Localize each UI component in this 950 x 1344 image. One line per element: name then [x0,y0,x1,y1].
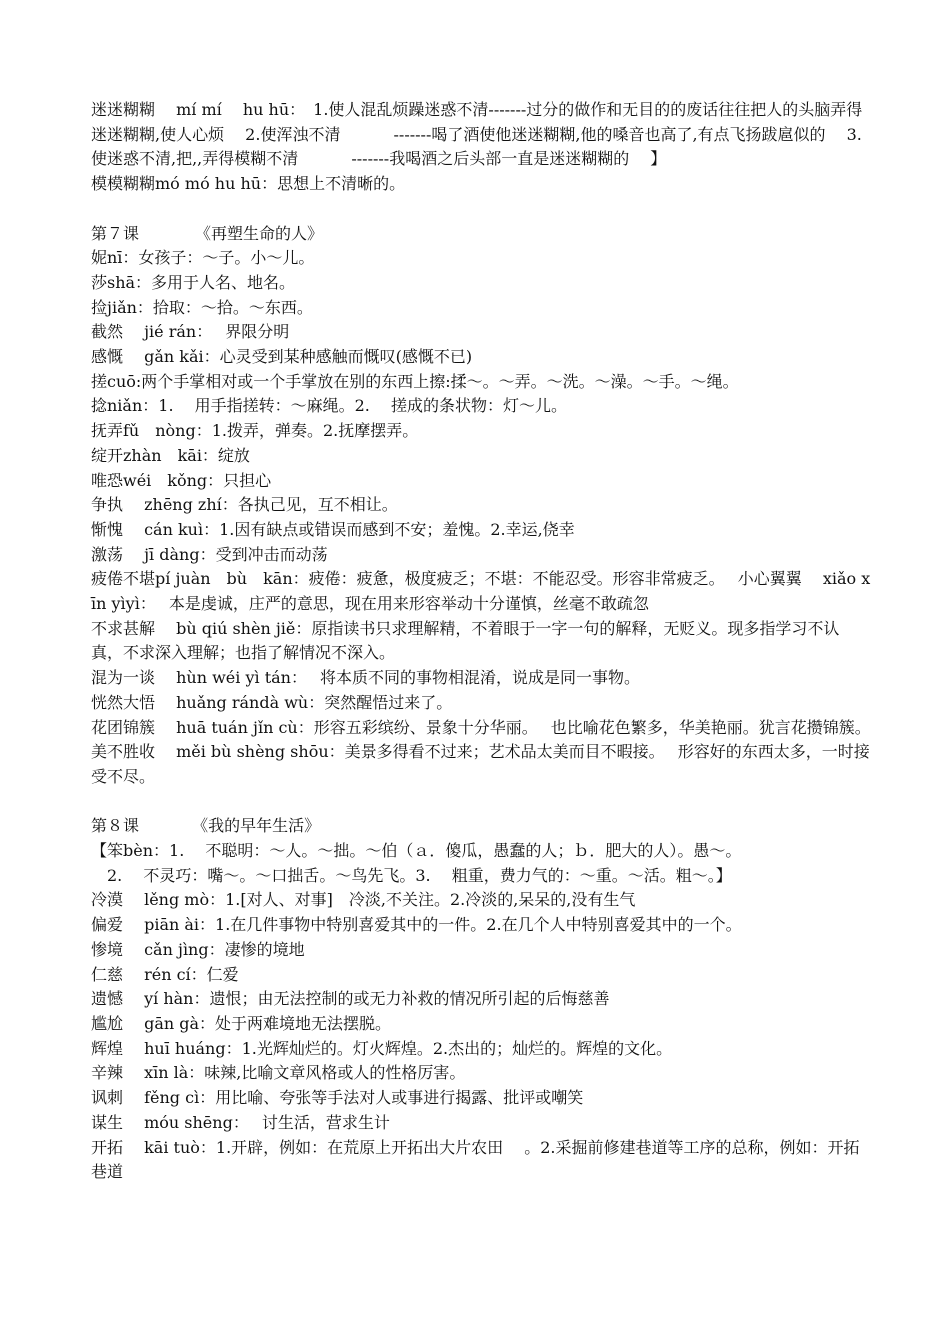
text-line: 讽刺 fěng cì：用比喻、夸张等手法对人或事进行揭露、批评或嘲笑 [91,1088,584,1108]
text-line: 捻niǎn：1. 用手指搓转：～麻绳。2. 搓成的条状物：灯～儿。 [91,396,567,416]
text-line: 美不胜收 měi bù shèng shōu：美景多得看不过来；艺术品太美而目不暇接。 形容好的东西太多，一时接受不尽。 [91,742,870,786]
text-line: 惨境 cǎn jìng：凄惨的境地 [91,939,305,959]
text-line: 辉煌 huī huáng：1.光辉灿烂的。灯火辉煌。2.杰出的；灿烂的。辉煌的文化。 [91,1038,673,1058]
text-line: 惭愧 cán kuì：1.因有缺点或错误而感到不安；羞愧。2.幸运,侥幸 [91,519,575,539]
text-line: 冷漠 lěng mò：1.[对人、对事] 冷淡,不关注。2.冷淡的,呆呆的,没有生气 [91,890,636,910]
text-line: 激荡 jī dàng：受到冲击而动荡 [91,544,328,564]
text-line: 2. 不灵巧：嘴～。～口拙舌。～鸟先飞。3. 粗重，费力气的：～重。～活。粗～。】 [91,865,732,885]
text-line: 感慨 gǎn kǎi：心灵受到某种感触而慨叹(感慨不已) [91,347,473,367]
text-line: 搓cuō:两个手掌相对或一个手掌放在别的东西上擦:揉～。～弄。～洗。～澡。～手。～绳。 [91,371,739,391]
document-page [91,98,871,1185]
text-line: 【笨bèn：1. 不聪明：～人。～拙。～伯（ａ．傻瓜，愚蠢的人；ｂ．肥大的人）。愚～。 [91,841,742,861]
text-line: 不求甚解 bù qiú shèn jiě：原指读书只求理解精，不着眼于一字一句的解释，无贬义。现多指学习不认真，不求深入理解；也指了解情况不深入。 [91,618,840,663]
text-line: 混为一谈 hùn wéi yì tán： 将本质不同的事物相混淆，说成是同一事物。 [91,668,641,688]
text-line: 谋生 móu shēng： 讨生活，营求生计 [91,1112,390,1132]
text-line: 仁慈 rén cí：仁爱 [91,964,239,984]
text-line: 截然 jié rán： 界限分明 [91,322,290,342]
text-line: 辛辣 xīn là：味辣,比喻文章风格或人的性格厉害。 [91,1063,466,1083]
text-line: 第７课 《再塑生命的人》 [91,223,324,243]
text-line: 模模糊糊mó mó hu hū：思想上不清晰的。 [91,174,406,194]
text-line: 恍然大悟 huǎng rándà wù：突然醒悟过来了。 [91,692,453,712]
text-line: 争执 zhēng zhí：各执己见，互不相让。 [91,495,398,515]
text-line: 开拓 kāi tuò：1.开辟，例如：在荒原上开拓出大片农田 。2.采掘前修建巷道等工序的总称，例如：开拓巷道 [91,1137,860,1182]
text-line: 花团锦簇 huā tuán jǐn cù：形容五彩缤纷、景象十分华丽。 也比喻花色繁多，华美艳丽。犹言花攒锦簇。 [91,717,871,737]
text-line: 第８课 《我的早年生活》 [91,816,321,836]
text-line: 抚弄fǔ nòng：1.拨弄，弹奏。2.抚摩摆弄。 [91,421,419,441]
text-line: 遗憾 yí hàn：遗恨；由无法控制的或无力补救的情况所引起的后悔慈善 [91,989,610,1009]
text-line: 绽开zhàn kāi：绽放 [91,445,250,465]
text-line: 妮nī：女孩子：～子。小～儿。 [91,248,315,268]
text-line: 唯恐wéi kǒng：只担心 [91,470,272,490]
text-line: 偏爱 piān ài：1.在几件事物中特别喜爱其中的一件。2.在几个人中特别喜爱其中的一个。 [91,915,742,935]
text-line: 疲倦不堪pí juàn bù kān：疲倦：疲惫，极度疲乏；不堪：不能忍受。形容非常疲乏。 小心翼翼 xiǎo xīn yìyì： 本是虔诚，庄严的意思，现在用来形容举动十分谨慎，丝毫不敢疏忽 [91,569,871,614]
blank-line [91,197,871,222]
blank-line [91,790,871,815]
text-line: 迷迷糊糊 mí mí hu hū： 1.使人混乱烦躁迷惑不清-------过分的做作和无目的的废话往往把人的头脑弄得迷迷糊糊,使人心烦 2.使浑浊不清 -------喝了酒使他迷迷糊糊,他的嗓音也高了,有点飞扬跋扈似的 3.使迷惑不清,把,,弄得模糊不清 -------我喝酒之后头部一直是迷迷糊糊的 】 [91,100,863,169]
text-line: 莎shā：多用于人名、地名。 [91,272,296,292]
text-line: 捡jiǎn：拾取：～拾。～东西。 [91,297,313,317]
text-line: 尴尬 gān gà：处于两难境地无法摆脱。 [91,1013,392,1033]
